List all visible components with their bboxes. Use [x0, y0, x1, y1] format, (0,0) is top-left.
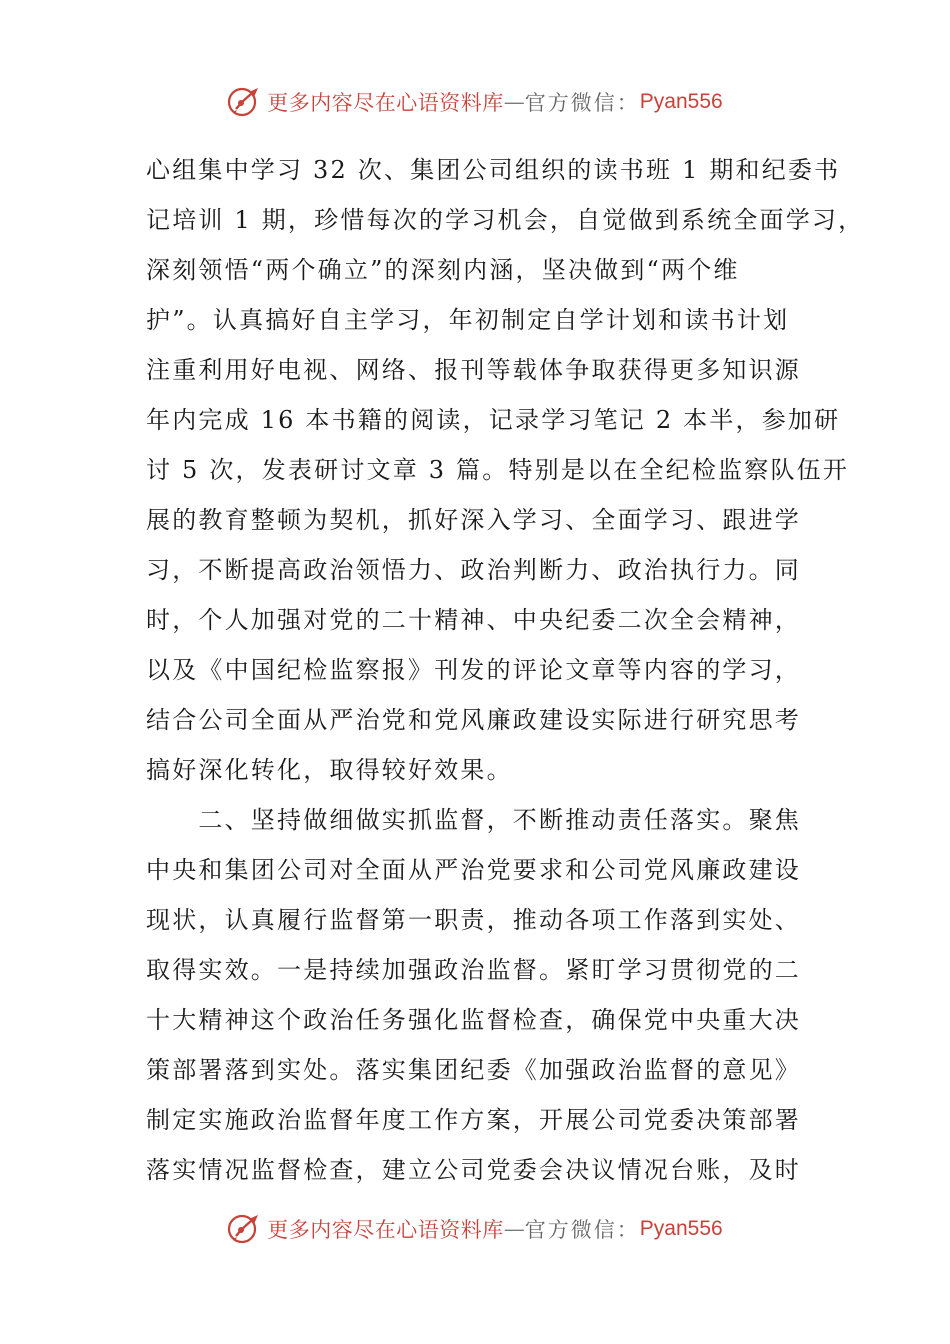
text-line: 展的教育整顿为契机，抓好深入学习、全面学习、跟进学: [146, 506, 801, 534]
site-name: 更多内容尽在心语资料库: [267, 91, 504, 115]
text-line: 策部署落到实处。落实集团纪委《加强政治监督的意见》: [146, 1056, 801, 1084]
text-line: 十大精神这个政治任务强化监督检查，确保党中央重大决: [146, 1006, 801, 1034]
text-line: 取得实效。一是持续加强政治监督。紧盯学习贯彻党的二: [146, 956, 801, 984]
site-name: 更多内容尽在心语资料库: [267, 1218, 504, 1242]
banner-separator: —: [503, 90, 525, 114]
pen-logo-icon: [227, 85, 261, 119]
wechat-label: 官方微信：: [524, 91, 640, 115]
text-line: 结合公司全面从严治党和党风廉政建设实际进行研究思考: [146, 706, 801, 734]
text-line: 记培训 1 期，珍惜每次的学习机会，自觉做到系统全面学习，: [146, 206, 865, 234]
text-line: 落实情况监督检查，建立公司党委会决议情况台账，及时: [146, 1156, 801, 1184]
text-line: 讨 5 次，发表研讨文章 3 篇。特别是以在全纪检监察队伍开: [146, 456, 850, 484]
text-line: 现状，认真履行监督第一职责，推动各项工作落到实处、: [146, 906, 801, 934]
text-line: 注重利用好电视、网络、报刊等载体争取获得更多知识源: [146, 356, 801, 384]
footer-banner: [0, 1209, 950, 1249]
text-line: 中央和集团公司对全面从严治党要求和公司党风廉政建设: [146, 856, 801, 884]
wechat-label: 官方微信：: [524, 1218, 640, 1242]
text-line: 二、坚持做细做实抓监督，不断推动责任落实。聚焦: [146, 806, 801, 834]
text-line: 时，个人加强对党的二十精神、中央纪委二次全会精神，: [146, 606, 801, 634]
text-line: 制定实施政治监督年度工作方案，开展公司党委决策部署: [146, 1106, 801, 1134]
text-line: 习，不断提高政治领悟力、政治判断力、政治执行力。同: [146, 556, 801, 584]
banner-separator: —: [503, 1217, 525, 1241]
wechat-id: Pyan556: [639, 90, 723, 113]
text-line: 搞好深化转化，取得较好效果。: [146, 756, 513, 784]
text-line: 护”。认真搞好自主学习，年初制定自学计划和读书计划: [146, 306, 790, 334]
wechat-id: Pyan556: [639, 1217, 723, 1240]
pen-logo-icon: [227, 1212, 261, 1246]
document-body: [146, 145, 865, 1195]
text-line: 心组集中学习 32 次、集团公司组织的读书班 1 期和纪委书: [146, 156, 841, 184]
header-banner: [0, 82, 950, 122]
text-line: 年内完成 16 本书籍的阅读，记录学习笔记 2 本半，参加研: [146, 406, 841, 434]
text-line: 深刻领悟“两个确立”的深刻内涵，坚决做到“两个维: [146, 256, 740, 284]
text-line: 以及《中国纪检监察报》刊发的评论文章等内容的学习，: [146, 656, 801, 684]
